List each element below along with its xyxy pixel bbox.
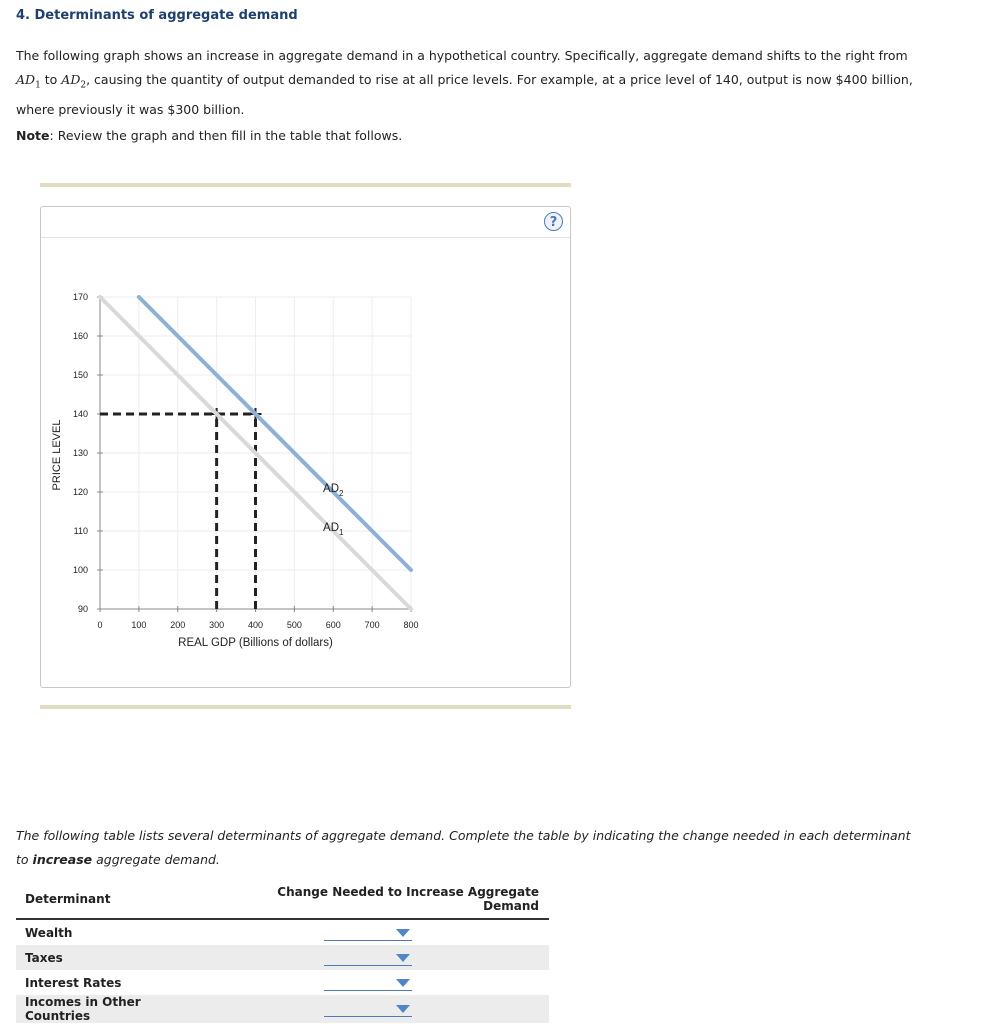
- incomes-other-countries-dropdown[interactable]: [324, 998, 412, 1017]
- chevron-down-icon: [396, 1005, 410, 1013]
- question-intro: The following graph shows an increase in aggregate demand in a hypothetical country. Specifically, aggregate demand shifts to the right from $AD_1$ to $AD_2$, causing the quantity of output demanded to rise at all price levels. For example, at a price level of 140, output is now $400 billion, where previously it was $300 billion.: [16, 48, 913, 117]
- x-tick-label: 200: [170, 620, 186, 630]
- chevron-down-icon: [396, 979, 410, 987]
- x-tick-label: 600: [325, 620, 341, 630]
- table-intro: The following table lists several determinants of aggregate demand. Complete the table by indicating the change needed in each determinant to increase aggregate demand.: [16, 828, 911, 867]
- x-tick-label: 100: [131, 620, 147, 630]
- row-label-wealth: Wealth: [25, 925, 73, 940]
- help-icon[interactable]: ?: [544, 212, 563, 231]
- table-row: [16, 995, 549, 1023]
- x-tick-label: 800: [403, 620, 419, 630]
- interest-rates-dropdown[interactable]: [324, 972, 412, 991]
- y-axis-label: PRICE LEVEL: [51, 419, 63, 491]
- y-tick-label: 150: [72, 370, 88, 380]
- header-determinant: Determinant: [16, 880, 214, 919]
- chevron-down-icon: [396, 929, 410, 937]
- question-title: 4. Determinants of aggregate demand: [16, 8, 298, 23]
- y-tick-label: 100: [72, 565, 88, 575]
- chevron-down-icon: [396, 954, 410, 962]
- wealth-dropdown[interactable]: [324, 922, 412, 941]
- ad-chart[interactable]: [41, 207, 570, 687]
- taxes-dropdown[interactable]: [324, 947, 412, 966]
- series-line-ad2: [139, 297, 411, 570]
- y-tick-label: 120: [72, 487, 88, 497]
- series-label: $AD_2$: [323, 483, 344, 498]
- table-row: [16, 945, 549, 970]
- bottom-divider: [40, 705, 571, 709]
- determinants-table: [16, 880, 549, 1023]
- row-label-interest-rates: Interest Rates: [25, 975, 122, 990]
- row-label-incomes-other-countries: Incomes in Other Countries: [16, 995, 214, 1023]
- x-tick-label: 500: [286, 620, 302, 630]
- y-tick-label: 170: [72, 292, 88, 302]
- y-tick-label: 130: [72, 448, 88, 458]
- table-row: [16, 919, 549, 945]
- y-tick-label: 160: [72, 331, 88, 341]
- series-label: $AD_1$: [323, 522, 344, 537]
- y-tick-label: 110: [73, 526, 88, 536]
- top-divider: [40, 183, 571, 187]
- note-text: Note: Review the graph and then fill in the table that follows.: [16, 128, 403, 143]
- x-tick-label: 0: [97, 620, 103, 630]
- header-change: Change Needed to Increase Aggregate Demand: [214, 880, 549, 919]
- table-row: [16, 970, 549, 995]
- y-tick-label: 140: [72, 409, 88, 419]
- row-label-taxes: Taxes: [16, 945, 214, 970]
- graph-panel[interactable]: [40, 206, 571, 688]
- y-tick-label: 90: [77, 604, 88, 614]
- x-tick-label: 400: [247, 620, 264, 630]
- x-axis-label: REAL GDP (Billions of dollars): [178, 637, 333, 649]
- x-tick-label: 300: [209, 620, 225, 630]
- x-tick-label: 700: [364, 620, 380, 630]
